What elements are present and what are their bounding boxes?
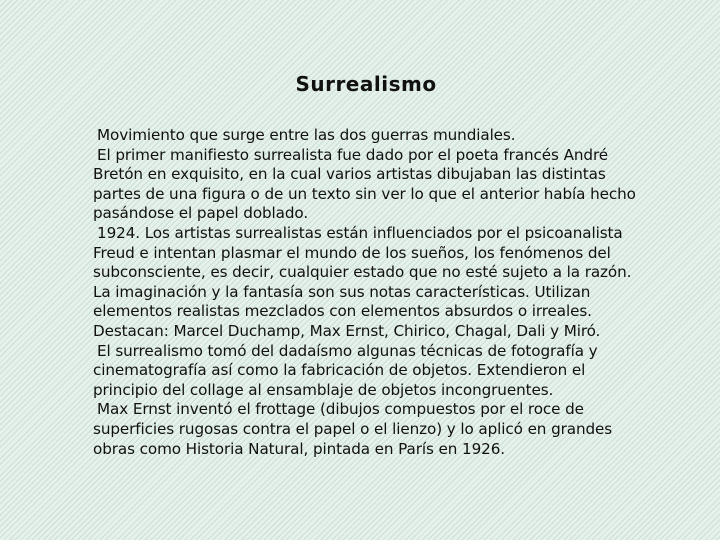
slide-title: Surrealismo — [295, 72, 437, 96]
paragraph: 1924. Los artistas surrealistas están influenciados por el psicoanalista Freud e intentan plasmar el mundo de los sueños, los fenómenos del subconsciente, es decir, cualquier estado que no esté sujeto a la razón. La imaginación y la fantasía son sus notas características. Utilizan elementos realistas mezclados con elementos absurdos o irreales. Destacan: Marcel Duchamp, Max Ernst, Chirico, Chagal, Dali y Miró. — [93, 223, 632, 340]
paragraph: Movimiento que surge entre las dos guerras mundiales. — [97, 126, 516, 144]
paragraph: El surrealismo tomó del dadaísmo algunas técnicas de fotografía y cinematografía así como la fabricación de objetos. Extendieron el principio del collage al ensamblaje de objetos incongruentes. — [93, 341, 598, 399]
paragraph: Max Ernst inventó el frottage (dibujos compuestos por el roce de superficies rugosas contra el papel o el lienzo) y lo aplicó en grandes obras como Historia Natural, pintada en París en 1926. — [93, 400, 613, 458]
slide-body — [93, 126, 653, 459]
paragraph: El primer manifiesto surrealista fue dado por el poeta francés André Bretón en exquisito, en la cual varios artistas dibujaban las distintas partes de una figura o de un texto sin ver lo que el anterior había hecho pasándose el papel doblado. — [93, 145, 636, 223]
